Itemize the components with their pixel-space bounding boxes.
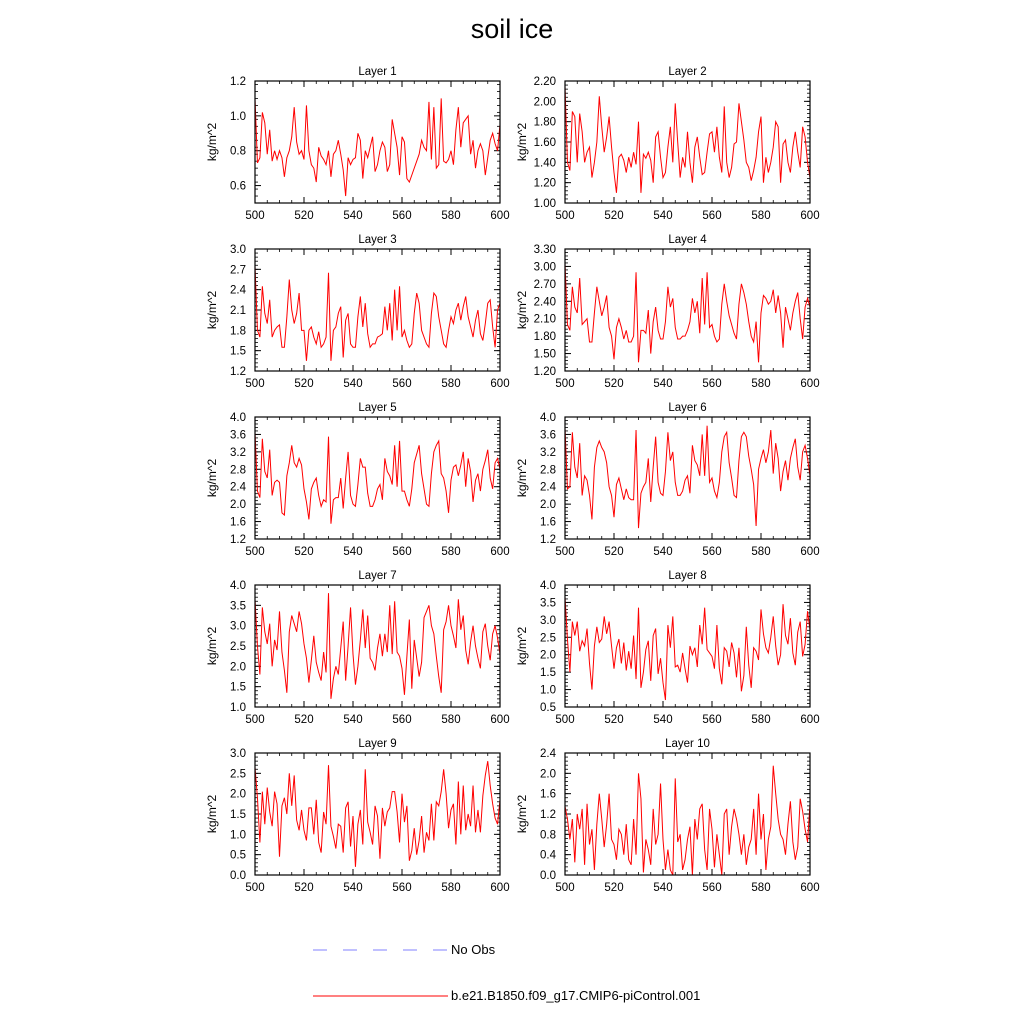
- x-tick-label: 560: [702, 210, 722, 222]
- y-tick-label: 3.6: [540, 429, 556, 442]
- y-tick-label: 2.0: [230, 499, 246, 512]
- series-line: [565, 86, 810, 193]
- y-axis-label: kg/m^2: [205, 458, 219, 498]
- y-axis-label: kg/m^2: [205, 794, 219, 834]
- x-tick-label: 580: [441, 714, 461, 726]
- x-tick-label: 500: [245, 378, 265, 390]
- y-tick-label: 2.4: [230, 284, 246, 297]
- y-tick-label: 2.4: [540, 748, 556, 760]
- legend-model-label: b.e21.B1850.f09_g17.CMIP6-piControl.001: [451, 988, 701, 1003]
- panel-4: [515, 234, 820, 390]
- y-tick-label: 1.2: [230, 534, 246, 546]
- y-tick-label: 2.8: [230, 464, 246, 477]
- y-tick-label: 0.0: [230, 870, 246, 882]
- x-tick-label: 500: [555, 546, 575, 558]
- y-tick-label: 3.0: [230, 244, 246, 256]
- plot-frame: [255, 417, 500, 539]
- x-tick-label: 600: [490, 378, 510, 390]
- y-tick-label: 1.6: [540, 788, 556, 801]
- panel-title: Layer 1: [358, 66, 397, 78]
- panel-3: [205, 234, 510, 390]
- x-tick-label: 600: [490, 210, 510, 222]
- x-tick-label: 540: [343, 882, 363, 894]
- x-tick-label: 600: [490, 714, 510, 726]
- x-tick-label: 520: [604, 210, 624, 222]
- panel-title: Layer 9: [358, 738, 397, 750]
- y-axis-label: kg/m^2: [205, 122, 219, 162]
- y-tick-label: 1.5: [230, 345, 246, 358]
- x-tick-label: 500: [245, 210, 265, 222]
- panel-10: [515, 738, 820, 894]
- x-tick-label: 500: [245, 714, 265, 726]
- y-tick-label: 2.0: [540, 649, 556, 662]
- x-tick-label: 500: [555, 714, 575, 726]
- x-tick-label: 580: [751, 546, 771, 558]
- y-tick-label: 3.0: [540, 614, 556, 627]
- x-tick-label: 580: [751, 882, 771, 894]
- x-tick-label: 500: [555, 378, 575, 390]
- y-tick-label: 4.0: [540, 412, 556, 424]
- y-tick-label: 0.0: [540, 870, 556, 882]
- x-tick-label: 540: [653, 882, 673, 894]
- y-tick-label: 0.6: [230, 180, 246, 193]
- y-tick-label: 2.8: [540, 464, 556, 477]
- y-axis-label: kg/m^2: [515, 458, 529, 498]
- y-tick-label: 2.7: [230, 264, 246, 277]
- x-tick-label: 520: [294, 378, 314, 390]
- y-tick-label: 2.1: [230, 305, 246, 317]
- y-tick-label: 0.8: [540, 829, 556, 842]
- x-tick-label: 560: [392, 882, 412, 894]
- y-tick-label: 2.5: [540, 632, 556, 645]
- x-tick-label: 500: [245, 546, 265, 558]
- series-line: [255, 432, 500, 524]
- x-tick-label: 540: [653, 210, 673, 222]
- y-tick-label: 4.0: [230, 412, 246, 424]
- series-line: [255, 593, 500, 699]
- x-tick-label: 540: [653, 546, 673, 558]
- y-tick-label: 2.5: [230, 768, 246, 781]
- series-line: [565, 766, 810, 875]
- x-tick-label: 520: [604, 714, 624, 726]
- y-tick-label: 2.5: [230, 641, 246, 653]
- y-tick-label: 2.0: [540, 768, 556, 781]
- x-tick-label: 600: [800, 546, 820, 558]
- x-tick-label: 580: [751, 378, 771, 390]
- y-tick-label: 1.5: [230, 809, 246, 821]
- panel-title: Layer 8: [668, 570, 707, 582]
- y-tick-label: 0.4: [540, 849, 556, 862]
- y-tick-label: 1.60: [533, 137, 556, 149]
- y-tick-label: 1.20: [533, 177, 556, 190]
- y-tick-label: 2.0: [540, 499, 556, 512]
- y-tick-label: 1.50: [533, 348, 556, 361]
- x-tick-label: 560: [392, 714, 412, 726]
- series-line: [255, 761, 500, 867]
- panel-title: Layer 5: [358, 402, 397, 414]
- panel-8: [515, 570, 820, 726]
- y-axis-label: kg/m^2: [205, 290, 219, 330]
- x-tick-label: 600: [800, 378, 820, 390]
- x-tick-label: 560: [702, 882, 722, 894]
- y-tick-label: 3.6: [230, 429, 246, 442]
- x-tick-label: 540: [343, 546, 363, 558]
- x-tick-label: 560: [702, 714, 722, 726]
- panel-7: [205, 570, 510, 726]
- y-axis-label: kg/m^2: [515, 626, 529, 666]
- y-tick-label: 2.0: [230, 661, 246, 674]
- x-tick-label: 600: [800, 210, 820, 222]
- x-tick-label: 580: [751, 714, 771, 726]
- panel-title: Layer 4: [668, 234, 707, 246]
- y-tick-label: 3.5: [230, 600, 246, 613]
- y-tick-label: 1.5: [540, 667, 556, 680]
- y-tick-label: 3.2: [230, 446, 246, 459]
- panel-title: Layer 7: [358, 570, 397, 582]
- x-tick-label: 600: [800, 714, 820, 726]
- y-tick-label: 1.0: [230, 702, 246, 714]
- plot-frame: [255, 81, 500, 203]
- x-tick-label: 560: [392, 546, 412, 558]
- y-tick-label: 1.0: [230, 829, 246, 842]
- y-tick-label: 1.0: [230, 110, 246, 123]
- panel-title: Layer 6: [668, 402, 707, 414]
- y-tick-label: 1.2: [540, 809, 556, 821]
- y-tick-label: 1.20: [533, 366, 556, 378]
- y-tick-label: 1.2: [230, 366, 246, 378]
- series-line: [255, 266, 500, 361]
- y-tick-label: 1.0: [540, 684, 556, 697]
- panel-6: [515, 402, 820, 558]
- y-tick-label: 3.2: [540, 446, 556, 459]
- y-tick-label: 3.0: [230, 620, 246, 633]
- x-tick-label: 560: [392, 210, 412, 222]
- y-tick-label: 2.00: [533, 96, 556, 109]
- y-axis-label: kg/m^2: [205, 626, 219, 666]
- panel-5: [205, 402, 510, 558]
- panel-title: Layer 2: [668, 66, 707, 78]
- x-tick-label: 520: [294, 714, 314, 726]
- y-tick-label: 1.5: [230, 681, 246, 694]
- x-tick-label: 500: [245, 882, 265, 894]
- y-tick-label: 2.0: [230, 788, 246, 801]
- x-tick-label: 540: [343, 210, 363, 222]
- panel-title: Layer 10: [665, 738, 710, 750]
- x-tick-label: 600: [800, 882, 820, 894]
- x-tick-label: 580: [441, 546, 461, 558]
- y-tick-label: 4.0: [230, 580, 246, 592]
- x-tick-label: 580: [441, 210, 461, 222]
- y-tick-label: 1.6: [540, 516, 556, 529]
- plot-frame: [565, 249, 810, 371]
- x-tick-label: 580: [751, 210, 771, 222]
- y-axis-label: kg/m^2: [515, 794, 529, 834]
- y-tick-label: 2.70: [533, 278, 556, 291]
- x-tick-label: 580: [441, 882, 461, 894]
- y-tick-label: 1.40: [533, 157, 556, 170]
- y-tick-label: 2.20: [533, 76, 556, 88]
- x-tick-label: 560: [702, 378, 722, 390]
- legend: [313, 942, 700, 1003]
- y-tick-label: 3.0: [230, 748, 246, 760]
- x-tick-label: 520: [294, 210, 314, 222]
- x-tick-label: 580: [441, 378, 461, 390]
- y-tick-label: 1.80: [533, 116, 556, 129]
- x-tick-label: 600: [490, 882, 510, 894]
- series-line: [565, 597, 810, 700]
- legend-obs-label: No Obs: [451, 942, 496, 957]
- x-tick-label: 540: [343, 378, 363, 390]
- panel-2: [515, 66, 820, 222]
- y-tick-label: 4.0: [540, 580, 556, 592]
- figure-title: soil ice: [470, 14, 554, 44]
- plot-frame: [565, 585, 810, 707]
- x-tick-label: 560: [392, 378, 412, 390]
- x-tick-label: 520: [294, 882, 314, 894]
- y-tick-label: 1.80: [533, 331, 556, 344]
- y-tick-label: 1.2: [540, 534, 556, 546]
- y-tick-label: 2.4: [540, 481, 556, 494]
- x-tick-label: 540: [343, 714, 363, 726]
- y-tick-label: 3.00: [533, 261, 556, 274]
- panel-title: Layer 3: [358, 234, 397, 246]
- panel-9: [205, 738, 510, 894]
- y-tick-label: 2.4: [230, 481, 246, 494]
- y-tick-label: 3.30: [533, 244, 556, 256]
- x-tick-label: 500: [555, 210, 575, 222]
- y-axis-label: kg/m^2: [515, 122, 529, 162]
- x-tick-label: 600: [490, 546, 510, 558]
- x-tick-label: 520: [604, 378, 624, 390]
- series-line: [565, 264, 810, 363]
- series-line: [565, 426, 810, 528]
- y-tick-label: 1.00: [533, 198, 556, 210]
- y-tick-label: 0.5: [540, 702, 556, 714]
- y-tick-label: 2.40: [533, 296, 556, 309]
- x-tick-label: 520: [604, 882, 624, 894]
- panel-1: [205, 66, 510, 222]
- y-tick-label: 1.8: [230, 325, 246, 338]
- x-tick-label: 520: [604, 546, 624, 558]
- y-tick-label: 1.2: [230, 76, 246, 88]
- x-tick-label: 540: [653, 378, 673, 390]
- x-tick-label: 560: [702, 546, 722, 558]
- y-tick-label: 0.5: [230, 849, 246, 862]
- y-tick-label: 3.5: [540, 597, 556, 610]
- y-tick-label: 2.10: [533, 313, 556, 326]
- series-line: [255, 98, 500, 196]
- y-tick-label: 1.6: [230, 516, 246, 529]
- y-axis-label: kg/m^2: [515, 290, 529, 330]
- y-tick-label: 0.8: [230, 145, 246, 158]
- x-tick-label: 520: [294, 546, 314, 558]
- x-tick-label: 540: [653, 714, 673, 726]
- x-tick-label: 500: [555, 882, 575, 894]
